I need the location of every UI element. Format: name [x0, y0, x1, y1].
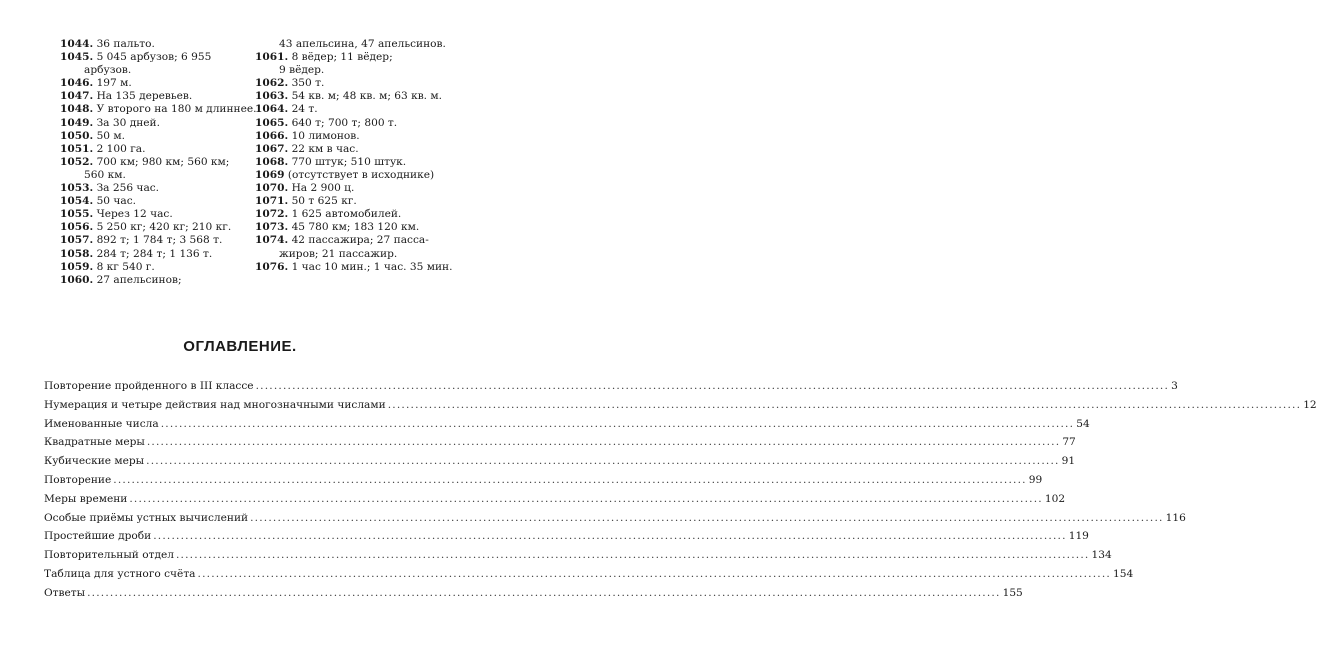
toc-leader-dots: ........................................................................................................................................................................................................: [153, 530, 1067, 543]
table-of-contents: [44, 380, 1317, 606]
answer-text: 350 т.: [291, 77, 325, 90]
answer-number: 1052.: [60, 155, 94, 168]
toc-entry: [44, 473, 1043, 493]
answer-text: 700 км; 980 км; 560 км;: [96, 155, 230, 168]
answer-line: [60, 234, 240, 247]
answer-line: [255, 248, 450, 261]
answer-number: 1050.: [60, 129, 94, 142]
toc-entry-page: 91: [1061, 455, 1076, 468]
answer-number: 1046.: [60, 77, 94, 90]
toc-entry-label: Кубические меры: [44, 455, 145, 468]
toc-entry-page: 116: [1165, 511, 1186, 524]
answer-line: [255, 143, 450, 156]
toc-entry-label: Особые приёмы устных вычислений: [44, 511, 249, 524]
answer-text: 197 м.: [96, 77, 132, 90]
toc-entry: [44, 567, 1134, 587]
toc-leader-dots: ........................................................................................................................................................................................................: [129, 492, 1043, 505]
answer-line: [255, 103, 450, 116]
answer-text: Через 12 час.: [96, 208, 173, 221]
answer-line: [60, 274, 240, 287]
answer-number: 1045.: [60, 51, 94, 64]
answer-text: 43 апельсина, 47 апельсинов.: [279, 38, 446, 50]
answer-line: [60, 221, 240, 234]
toc-leader-dots: ........................................................................................................................................................................................................: [197, 567, 1111, 580]
toc-entry-page: 102: [1044, 492, 1066, 505]
answer-line: [60, 248, 240, 261]
toc-entry: [44, 549, 1112, 568]
toc-entry-label: Повторительный отдел: [44, 549, 174, 562]
answers-right-column: [255, 38, 453, 274]
answer-text: 50 т 625 кг.: [291, 195, 357, 208]
answer-line: [255, 130, 450, 143]
answer-text: 36 пальто.: [96, 38, 155, 50]
answer-number: 1047.: [60, 90, 94, 103]
toc-entry: [44, 417, 1090, 437]
toc-entry-label: Именованные числа: [44, 417, 159, 430]
answer-text: арбузов.: [84, 64, 132, 77]
answer-text: 1 625 автомобилей.: [291, 208, 402, 221]
answer-number: 1065.: [255, 116, 289, 129]
toc-entry-page: 155: [1002, 586, 1023, 599]
answer-number: 1049.: [60, 116, 94, 129]
answer-number: 1066.: [255, 129, 289, 142]
answer-number: 1076.: [255, 260, 289, 273]
toc-entry-label: Повторение: [44, 473, 112, 486]
answer-number: 1051.: [60, 142, 94, 155]
answer-number: 1069: [255, 168, 285, 181]
answer-number: 1060.: [60, 273, 94, 286]
answer-line: [60, 182, 240, 195]
answer-line: [255, 169, 450, 182]
toc-entry-label: Таблица для устного счёта: [44, 567, 196, 580]
toc-entry-page: 77: [1062, 436, 1076, 449]
toc-entry-page: 99: [1028, 473, 1043, 486]
answer-text: 892 т; 1 784 т; 3 568 т.: [96, 234, 223, 247]
answer-text: За 256 час.: [96, 182, 160, 195]
answer-text: 1 час 10 мин.; 1 час. 35 мин.: [291, 260, 453, 273]
answer-line: [60, 77, 240, 90]
answer-number: 1074.: [255, 234, 289, 247]
toc-leader-dots: ........................................................................................................................................................................................................: [160, 417, 1075, 430]
answer-text: 9 вёдер.: [279, 64, 325, 77]
toc-entry: [44, 455, 1076, 474]
answer-line: [255, 51, 450, 64]
answer-line: [60, 38, 240, 51]
toc-entry-label: Повторение пройденного в III классе: [44, 380, 254, 392]
answer-text: 640 т; 700 т; 800 т.: [291, 116, 398, 129]
toc-leader-dots: ........................................................................................................................................................................................................: [113, 473, 1027, 486]
toc-title: ОГЛАВЛЕНИЕ.: [183, 338, 297, 355]
answer-line: [60, 130, 240, 143]
answer-line: [255, 195, 450, 208]
answer-number: 1064.: [255, 103, 289, 116]
answer-line: [60, 117, 240, 130]
answer-text: 770 штук; 510 штук.: [291, 155, 407, 168]
answer-line: [60, 90, 240, 103]
toc-entry-label: Меры времени: [44, 492, 128, 505]
answer-text: На 2 900 ц.: [291, 182, 355, 195]
answer-text: 45 780 км; 183 120 км.: [291, 221, 420, 234]
answer-line: [255, 117, 450, 130]
answer-text: 5 250 кг; 420 кг; 210 кг.: [96, 221, 232, 234]
answer-text: За 30 дней.: [96, 116, 160, 129]
toc-entry: [44, 586, 1023, 606]
answer-line: [255, 221, 450, 234]
answer-number: 1054.: [60, 195, 94, 208]
answer-number: 1061.: [255, 51, 289, 64]
answer-text: 24 т.: [291, 103, 318, 116]
answer-line: [60, 156, 240, 169]
answer-number: 1067.: [255, 142, 289, 155]
toc-entry: [44, 511, 1186, 531]
answer-number: 1058.: [60, 247, 94, 260]
answer-text: 42 пассажира; 27 пасса-: [291, 234, 429, 247]
answer-line: [60, 169, 240, 182]
answer-number: 1055.: [60, 208, 94, 221]
toc-entry-page: 134: [1091, 549, 1112, 562]
answer-line: [255, 77, 450, 90]
toc-entry-page: 12: [1303, 398, 1317, 411]
answer-text: 5 045 арбузов; 6 955: [96, 51, 212, 64]
answer-number: 1062.: [255, 77, 289, 90]
answer-number: 1056.: [60, 221, 94, 234]
answer-line: [255, 208, 450, 221]
toc-entry-label: Нумерация и четыре действия над многозначными числами: [44, 398, 386, 411]
toc-entry-page: 154: [1113, 567, 1134, 580]
answer-text: 50 час.: [96, 195, 137, 208]
answer-number: 1063.: [255, 90, 289, 103]
toc-entry: [44, 398, 1317, 418]
answer-number: 1072.: [255, 208, 289, 221]
answer-text: 8 кг 540 г.: [96, 260, 155, 273]
answer-number: 1073.: [255, 221, 289, 234]
answer-line: [255, 234, 450, 247]
toc-leader-dots: ........................................................................................................................................................................................................: [146, 436, 1061, 449]
answer-line: [60, 261, 240, 274]
answer-line: [60, 103, 257, 116]
answer-number: 1070.: [255, 182, 289, 195]
toc-leader-dots: ........................................................................................................................................................................................................: [146, 455, 1060, 468]
answer-number: 1048.: [60, 103, 94, 116]
toc-leader-dots: ........................................................................................................................................................................................................: [250, 511, 1164, 524]
answer-line: [255, 156, 450, 169]
answer-line: [60, 143, 240, 156]
answer-text: жиров; 21 пассажир.: [279, 247, 398, 260]
answer-text: 284 т; 284 т; 1 136 т.: [96, 247, 213, 260]
toc-entry-page: 3: [1171, 380, 1178, 392]
answer-text: (отсутствует в исходнике): [287, 168, 435, 181]
answers-left-column: [60, 38, 257, 287]
answer-line: [255, 182, 450, 195]
toc-entry: [44, 436, 1076, 455]
answer-line: [60, 208, 240, 221]
toc-entry: [44, 380, 1178, 399]
answer-text: 2 100 га.: [96, 142, 146, 155]
toc-entry-page: 119: [1068, 530, 1089, 543]
toc-entry: [44, 492, 1066, 512]
answer-text: 54 кв. м; 48 кв. м; 63 кв. м.: [291, 90, 443, 103]
answer-number: 1053.: [60, 182, 94, 195]
answer-number: 1044.: [60, 38, 94, 50]
toc-leader-dots: ........................................................................................................................................................................................................: [387, 398, 1302, 411]
toc-leader-dots: ........................................................................................................................................................................................................: [255, 380, 1170, 392]
answer-line: [255, 90, 450, 103]
answer-line: [255, 38, 450, 51]
answer-line: [60, 51, 240, 64]
answer-text: 560 км.: [84, 168, 126, 181]
answer-text: 8 вёдер; 11 вёдер;: [291, 51, 393, 64]
answer-number: 1068.: [255, 155, 289, 168]
toc-entry-page: 54: [1076, 417, 1090, 430]
answer-line: [255, 64, 450, 77]
answer-text: На 135 деревьев.: [96, 90, 193, 103]
answer-number: 1057.: [60, 234, 94, 247]
toc-leader-dots: ........................................................................................................................................................................................................: [175, 549, 1090, 562]
toc-leader-dots: ........................................................................................................................................................................................................: [87, 586, 1001, 599]
answer-text: 27 апельсинов;: [96, 273, 182, 286]
toc-entry-label: Ответы: [44, 586, 86, 599]
answer-text: У второго на 180 м длиннее.: [96, 103, 257, 116]
answer-number: 1059.: [60, 260, 94, 273]
toc-entry-label: Квадратные меры: [44, 436, 145, 449]
answer-text: 22 км в час.: [291, 142, 359, 155]
answer-line: [255, 260, 453, 274]
answer-line: [60, 195, 240, 208]
answer-number: 1071.: [255, 195, 289, 208]
answer-text: 50 м.: [96, 129, 126, 142]
answer-text: 10 лимонов.: [291, 129, 360, 142]
toc-entry-label: Простейшие дроби: [44, 530, 152, 543]
toc-entry: [44, 530, 1089, 549]
answer-line: [60, 64, 240, 77]
